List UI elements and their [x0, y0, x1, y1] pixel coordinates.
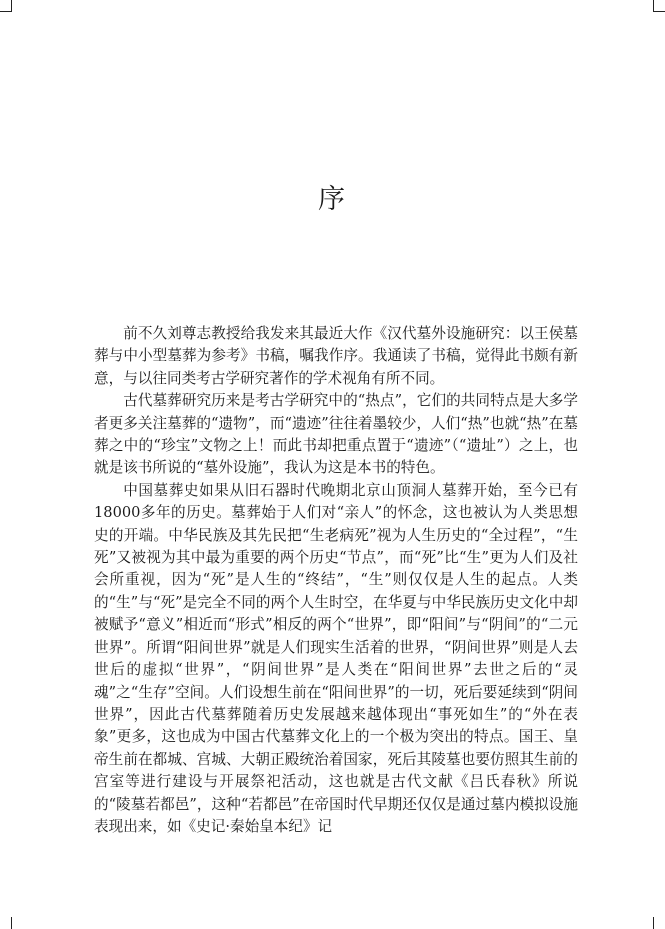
- paragraph-3: 中国墓葬史如果从旧石器时代晚期北京山顶洞人墓葬开始，至今已有18000多年的历史。墓葬始于人们对“亲人”的怀念，这也被认为人类思想史的开端。中华民族及其先民把“生老病死”视为人生历史的“全过程”，“生死”又被视为其中最为重要的两个历史“节点”，而“死”比“生”更为人们及社会所重视，因为“死”是人生的“终结”，“生”则仅仅是人生的起点。人类的“生”与“死”是完全不同的两个人生时空，在华夏与中华民族历史文化中却被赋予“意义”相近而“形式”相反的两个“世界”，即“阳间”与“阴间”的“二元世界”。所谓“阳间世界”就是人们现实生活着的世界，“阴间世界”则是人去世后的虚拟“世界”，“阴间世界”是人类在“阳间世界”去世之后的“灵魂”之“生存”空间。人们设想生前在“阳间世界”的一切，死后要延续到“阴间世界”，因此古代墓葬随着历史发展越来越体现出“事死如生”的“外在表象”更多，这也成为中国古代墓葬文化上的一个极为突出的特点。国王、皇帝生前在都城、宫城、大朝正殿统治着国家，死后其陵墓也要仿照其生前的宫室等进行建设与开展祭祀活动，这也就是古代文献《吕氏春秋》所说的“陵墓若都邑”，这种“若都邑”在帝国时代早期还仅仅是通过墓内模拟设施表现出来，如《史记·秦始皇本纪》记: [94, 481, 578, 835]
- crop-mark-top-right-horizontal: [653, 11, 665, 12]
- crop-mark-bottom-right: [653, 917, 654, 929]
- preface-body: [94, 323, 578, 838]
- page-title: 序: [318, 184, 347, 215]
- crop-mark-top-left-horizontal: [0, 11, 12, 12]
- crop-mark-bottom-left: [11, 917, 12, 929]
- paragraph-1: 前不久刘尊志教授给我发来其最近大作《汉代墓外设施研究：以王侯墓葬与中小型墓葬为参考》书稿，嘱我作序。我通读了书稿，觉得此书颇有新意，与以往同类考古学研究著作的学术视角有所不同。: [94, 325, 578, 387]
- paragraph-2: 古代墓葬研究历来是考古学研究中的“热点”，它们的共同特点是大多学者更多关注墓葬的“遗物”，而“遗迹”往往着墨较少，人们“热”也就“热”在墓葬之中的“珍宝”文物之上！而此书却把重点置于“遗迹”（“遗址”）之上，也就是该书所说的“墓外设施”，我认为这是本书的特色。: [94, 392, 578, 477]
